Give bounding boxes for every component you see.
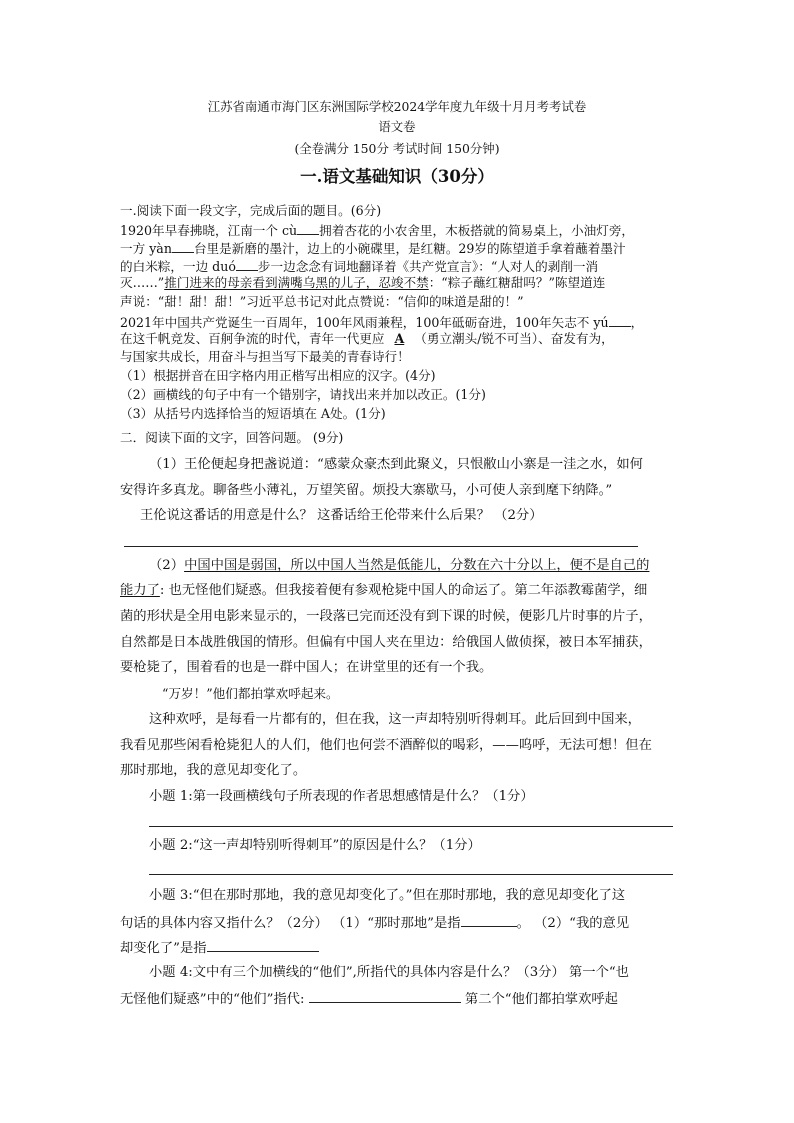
reading-2-line-3: 菌的形状是全用电影来显示的，一段落已完而还没有到下课的时候，便影几片时事的片子，: [120, 609, 652, 624]
reading-2-line-9: 那时那地，我的意见却变化了。: [120, 763, 307, 778]
sub-question-4-line-2: [120, 989, 618, 1009]
passage-text: 2021年中国共产党诞生一百周年，100年风雨兼程，100年砥砺奋进，100年矢志不 yú: [120, 315, 609, 330]
reading-2-line-6: “万岁！”他们都拍掌欢呼起来。: [162, 686, 339, 701]
answer-line[interactable]: [149, 826, 673, 827]
passage-line-3: [120, 257, 598, 275]
passage-text: 灭……”: [120, 275, 165, 290]
sub-question-3-line-1: 小题 3:“但在那时那地，我的意见却变化了。”但在那时那地，我的意见却变化了这: [149, 888, 626, 903]
passage-text: 步一边念念有词地翻译着《共产党宣言》：“人对人的剥削一消: [257, 259, 599, 274]
answer-blank[interactable]: [309, 989, 461, 1003]
reading-1-line-2: 安得许多真龙。聊备些小薄礼，万望笑留。烦投大寨歇马，小可使人亲到麾下纳降。”: [120, 483, 613, 498]
passage-text: 一方 yàn: [120, 241, 172, 256]
passage-line-5: 声说：“甜！甜！甜！”习近平总书记对此点赞说：“信仰的味道是甜的！”: [120, 294, 524, 309]
answer-line[interactable]: [149, 874, 673, 875]
passage-text: 拥着杏花的小农舍里，木板搭就的简易桌上，小油灯旁，: [319, 223, 634, 238]
answer-blank[interactable]: [297, 221, 319, 235]
sub-question-2: （2）画横线的句子中有一个错别字，请找出来并加以改正。(1分): [120, 387, 486, 402]
answer-blank-a[interactable]: A: [394, 331, 405, 346]
passage-line-6: [120, 313, 643, 331]
passage-line-2: [120, 239, 626, 257]
passage-text: 台里是新磨的墨汁，边上的小碗碟里，是红糖。29岁的陈望道手拿着蘸着墨汁: [193, 241, 626, 256]
passage-text: 却变化了”是指: [120, 941, 207, 956]
passage-text: 1920年早春拂晓，江南一个 cù: [120, 223, 298, 238]
underlined-sentence: 推门进来的母亲看到满嘴乌黑的儿子，忍竣不禁: [164, 275, 429, 290]
passage-text: 句话的具体内容又指什么？（2分） （1）“那时那地”是指: [120, 916, 461, 931]
answer-line[interactable]: [124, 546, 638, 547]
passage-text: ：“粽子蘸红糖甜吗？”陈望道连: [428, 275, 606, 290]
answer-blank[interactable]: [461, 913, 517, 927]
sub-question-3-line-2: [120, 913, 629, 933]
answer-blank[interactable]: [172, 239, 194, 253]
passage-text: 无怪他们疑惑”中的“他们”指代:: [120, 992, 309, 1007]
reading-1-question: 王伦说这番话的用意是什么？ 这番话给王伦带来什么后果？ （2分）: [140, 508, 543, 523]
underlined-sentence: 中国中国是弱国，所以中国人当然是低能儿，分数在六十分以上，便不是自己的: [184, 558, 650, 573]
passage-text: 第二个“他们都拍掌欢呼起: [460, 992, 618, 1007]
passage-text: 在这千帆竞发、百舸争流的时代，青年一代更应: [120, 331, 385, 346]
sub-question-3-line-3: [120, 938, 319, 958]
question-1-head: 一.阅读下面一段文字，完成后面的题目。(6分): [120, 203, 382, 218]
reading-2-line-4: 自然都是日本战胜俄国的情形。但偏有中国人夹在里边：给俄国人做侦探，被日本军捕获，: [120, 635, 652, 650]
reading-1-line-1: （1）王伦便起身把盏说道：“感蒙众豪杰到此聚义，只恨敝山小寨是一洼之水，如何: [149, 457, 643, 472]
sub-question-4-line-1: 小题 4:文中有三个加横线的“他们”,所指代的具体内容是什么？（3分） 第一个“也: [149, 965, 629, 980]
exam-title: 江苏省南通市海门区东洲国际学校2024学年度九年级十月月考考试卷: [207, 99, 587, 114]
passage-text: 的白米粽，一边 duó: [120, 259, 236, 274]
sub-question-1: （1）根据拼音在田字格内用正楷写出相应的汉字。(4分): [120, 368, 436, 383]
passage-text: 。 （2）“我的意见: [516, 916, 630, 931]
passage-text: ，: [630, 315, 644, 330]
exam-info: (全卷满分 150分 考试时间 150分钟): [294, 141, 500, 156]
question-2-head: 二．阅读下面的文字，回答问题。 (9分): [120, 430, 344, 445]
passage-text: : 也无怪他们疑惑。但我接着便有参观枪毙中国人的命运了。第二年添教霉菌学，细: [159, 583, 648, 598]
section-1-heading: 一.语文基础知识（30分）: [300, 167, 494, 186]
passage-line-7: [120, 331, 614, 347]
answer-blank[interactable]: [236, 257, 258, 271]
passage-line-8: 与国家共成长，用奋斗与担当写下最美的青春诗行！: [120, 349, 410, 364]
passage-line-4: [120, 275, 605, 291]
reading-2-line-1: [149, 557, 649, 575]
passage-text: （2）: [149, 558, 185, 573]
reading-2-line-2: [120, 582, 647, 600]
sub-question-3: （3）从括号内选择恰当的短语填在 A处。(1分): [120, 406, 386, 421]
passage-line-1: [120, 221, 634, 239]
answer-blank[interactable]: [609, 313, 631, 327]
sub-question-1: 小题 1:第一段画横线句子所表现的作者思想感情是什么？（1分）: [149, 789, 534, 804]
reading-2-line-8: 我看见那些闲看枪毙犯人的人们，他们也何尝不酒醉似的喝彩，——呜呼，无法可想！但在: [120, 738, 652, 753]
answer-blank[interactable]: [207, 938, 319, 952]
exam-subject: 语文卷: [378, 119, 416, 134]
sub-question-2: 小题 2:“这一声却特别听得刺耳”的原因是什么？（1分）: [149, 838, 481, 853]
underlined-sentence: 能力了: [120, 583, 160, 598]
reading-2-line-5: 要枪毙了，围着看的也是一群中国人；在讲堂里的还有一个我。: [120, 660, 493, 675]
reading-2-line-7: 这种欢呼，是每看一片都有的，但在我，这一声却特别听得刺耳。此后回到中国来，: [149, 712, 641, 727]
passage-text: （勇立潮头/锐不可当）、奋发有为，: [414, 331, 614, 346]
